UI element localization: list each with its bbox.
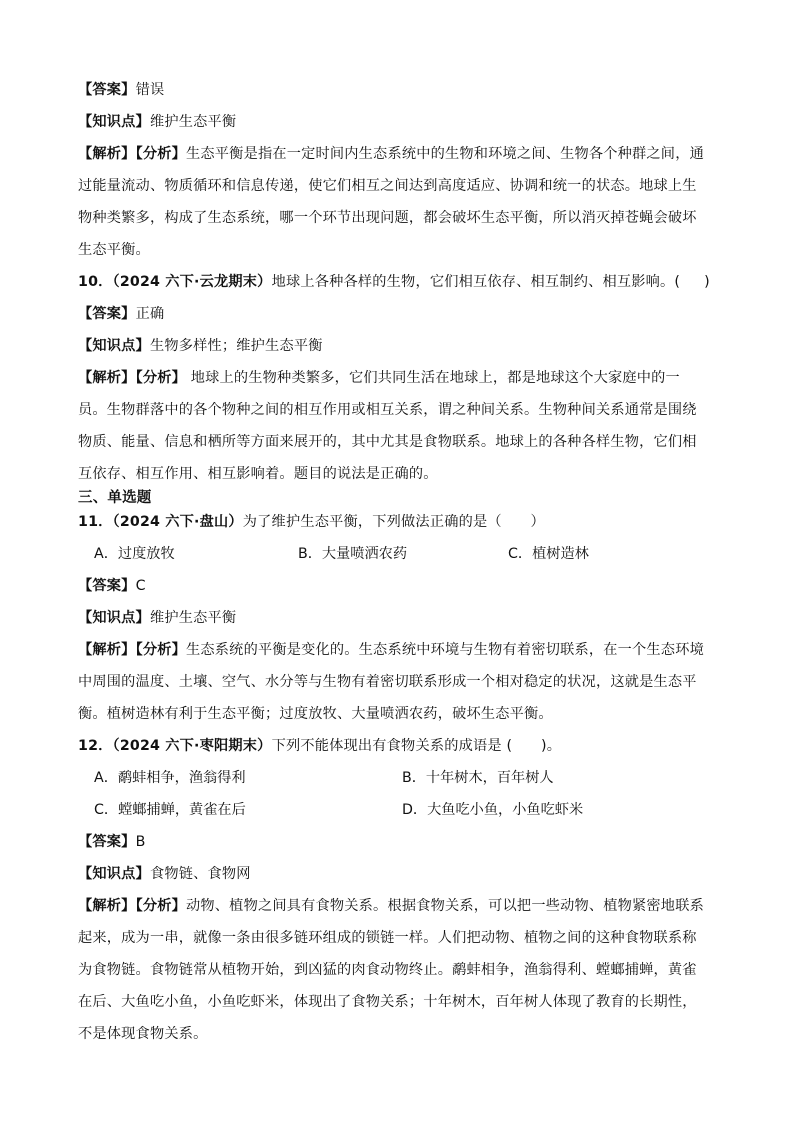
- analysis-text: 物种类繁多，构成了生态系统，哪一个环节出现问题，都会破坏生态平衡，所以消灭掉苍蝇会破坏: [78, 210, 697, 226]
- knowledge-value: 生物多样性；维护生态平衡: [149, 338, 323, 354]
- q12-option-b: B．十年树木，百年树人: [402, 770, 554, 786]
- answer-tag: 【答案】: [78, 834, 136, 850]
- analysis-text: 地球上的生物种类繁多，它们共同生活在地球上，都是地球这个大家庭中的一: [186, 370, 680, 386]
- analysis-text: 起来，成为一串，就像一条由很多链环组成的锁链一样。人们把动物、植物之间的这种食物联系称: [78, 930, 697, 946]
- answer-tag: 【答案】: [78, 306, 136, 322]
- analysis-text: 为食物链。食物链常从植物开始，到凶猛的肉食动物终止。鹬蚌相争，渔翁得利、螳螂捕蝉，黄雀: [78, 962, 697, 978]
- answer-value: 正确: [135, 306, 165, 322]
- answer-value: 错误: [135, 82, 165, 98]
- question-number: 10．: [78, 274, 113, 290]
- analysis-text: 衡。植树造林有利于生态平衡；过度放牧、大量喷洒农药，破坏生态平衡。: [78, 706, 553, 722]
- analysis-text: 在后、大鱼吃小鱼，小鱼吃虾米，体现出了食物关系；十年树木，百年树人体现了教育的长期性，: [78, 994, 697, 1010]
- q9-knowledge-line: [78, 112, 236, 132]
- analysis-text: 过能量流动、物质循环和信息传递，使它们相互之间达到高度适应、协调和统一的状态。地球上生: [78, 178, 697, 194]
- analysis-text: 生态平衡。: [78, 242, 150, 258]
- question-stem: 为了维护生态平衡，下列做法正确的是（ ）: [242, 514, 545, 530]
- analysis-text: 动物、植物之间具有食物关系。根据食物关系，可以把一些动物、植物紧密地联系: [186, 898, 704, 914]
- question-source: （2024 六下·盘山）: [112, 514, 243, 530]
- question-stem: 地球上各种各样的生物，它们相互依存、相互制约、相互影响。: [271, 274, 675, 290]
- q10-knowledge-line: [78, 336, 323, 356]
- knowledge-value: 维护生态平衡: [149, 610, 237, 626]
- q12-stem-line: [78, 736, 561, 756]
- analysis-text: 员。生物群落中的各个物种之间的相互作用或相互关系，谓之种间关系。生物种间关系通常是围绕: [78, 402, 697, 418]
- analysis-text: 不是体现食物关系。: [78, 1026, 208, 1042]
- q11-answer-line: [78, 576, 146, 596]
- q11-option-c: C．植树造林: [508, 546, 589, 562]
- q11-stem-line: [78, 512, 545, 532]
- knowledge-tag: 【知识点】: [78, 338, 150, 354]
- question-number: 12．: [78, 738, 113, 754]
- analysis-tag: 【解析】: [78, 642, 136, 658]
- knowledge-tag: 【知识点】: [78, 610, 150, 626]
- answer-value: C: [135, 578, 146, 594]
- q12-knowledge-line: [78, 864, 251, 884]
- analysis-text: 生态系统的平衡是变化的。生态系统中环境与生物有着密切联系，在一个生态环境: [186, 642, 704, 658]
- q12-option-c: C．螳螂捕蝉，黄雀在后: [94, 802, 246, 818]
- q11-knowledge-line: [78, 608, 236, 628]
- q11-analysis-line: [78, 640, 704, 660]
- question-stem: 下列不能体现出有食物关系的成语是 ( )。: [271, 738, 562, 754]
- q12-answer-line: [78, 832, 146, 852]
- q12-option-d: D．大鱼吃小鱼，小鱼吃虾米: [402, 802, 584, 818]
- answer-tag: 【答案】: [78, 82, 136, 98]
- section-title: 三、单选题: [78, 490, 152, 506]
- analysis-tag: 【解析】: [78, 898, 136, 914]
- knowledge-tag: 【知识点】: [78, 114, 150, 130]
- knowledge-value: 维护生态平衡: [149, 114, 237, 130]
- knowledge-value: 食物链、食物网: [149, 866, 251, 882]
- question-source: （2024 六下·云龙期末）: [112, 274, 272, 290]
- q12-option-a: A．鹬蚌相争，渔翁得利: [94, 770, 246, 786]
- analysis-text: 中周围的温度、土壤、空气、水分等与生物有着密切联系形成一个相对稳定的状况，这就是生态平: [78, 674, 697, 690]
- analysis-text: 生态平衡是指在一定时间内生态系统中的生物和环境之间、生物各个种群之间，通: [186, 146, 704, 162]
- q11-option-a: A．过度放牧: [94, 546, 175, 562]
- answer-value: B: [135, 834, 146, 850]
- answer-tag: 【答案】: [78, 578, 136, 594]
- analysis-tag: 【解析】: [78, 146, 136, 162]
- paren-close: ): [704, 274, 710, 290]
- analysis-text: 互依存、相互作用、相互影响着。题目的说法是正确的。: [78, 466, 438, 482]
- q9-analysis-line: [78, 144, 704, 164]
- q12-analysis-line: [78, 896, 704, 916]
- paren-open: (: [674, 274, 681, 290]
- q10-analysis-line: [78, 368, 680, 388]
- fenxi-tag: 【分析】: [135, 642, 187, 658]
- fenxi-tag: 【分析】: [135, 370, 187, 386]
- question-number: 11．: [78, 514, 113, 530]
- q9-answer-line: [78, 80, 164, 100]
- q10-answer-line: [78, 304, 164, 324]
- q11-option-b: B．大量喷洒农药: [298, 546, 408, 562]
- knowledge-tag: 【知识点】: [78, 866, 150, 882]
- fenxi-tag: 【分析】: [135, 146, 187, 162]
- fenxi-tag: 【分析】: [135, 898, 187, 914]
- q10-stem-line: [78, 272, 710, 292]
- analysis-text: 物质、能量、信息和栖所等方面来展开的，其中尤其是食物联系。地球上的各种各样生物，它们相: [78, 434, 697, 450]
- question-source: （2024 六下·枣阳期末）: [112, 738, 272, 754]
- analysis-tag: 【解析】: [78, 370, 136, 386]
